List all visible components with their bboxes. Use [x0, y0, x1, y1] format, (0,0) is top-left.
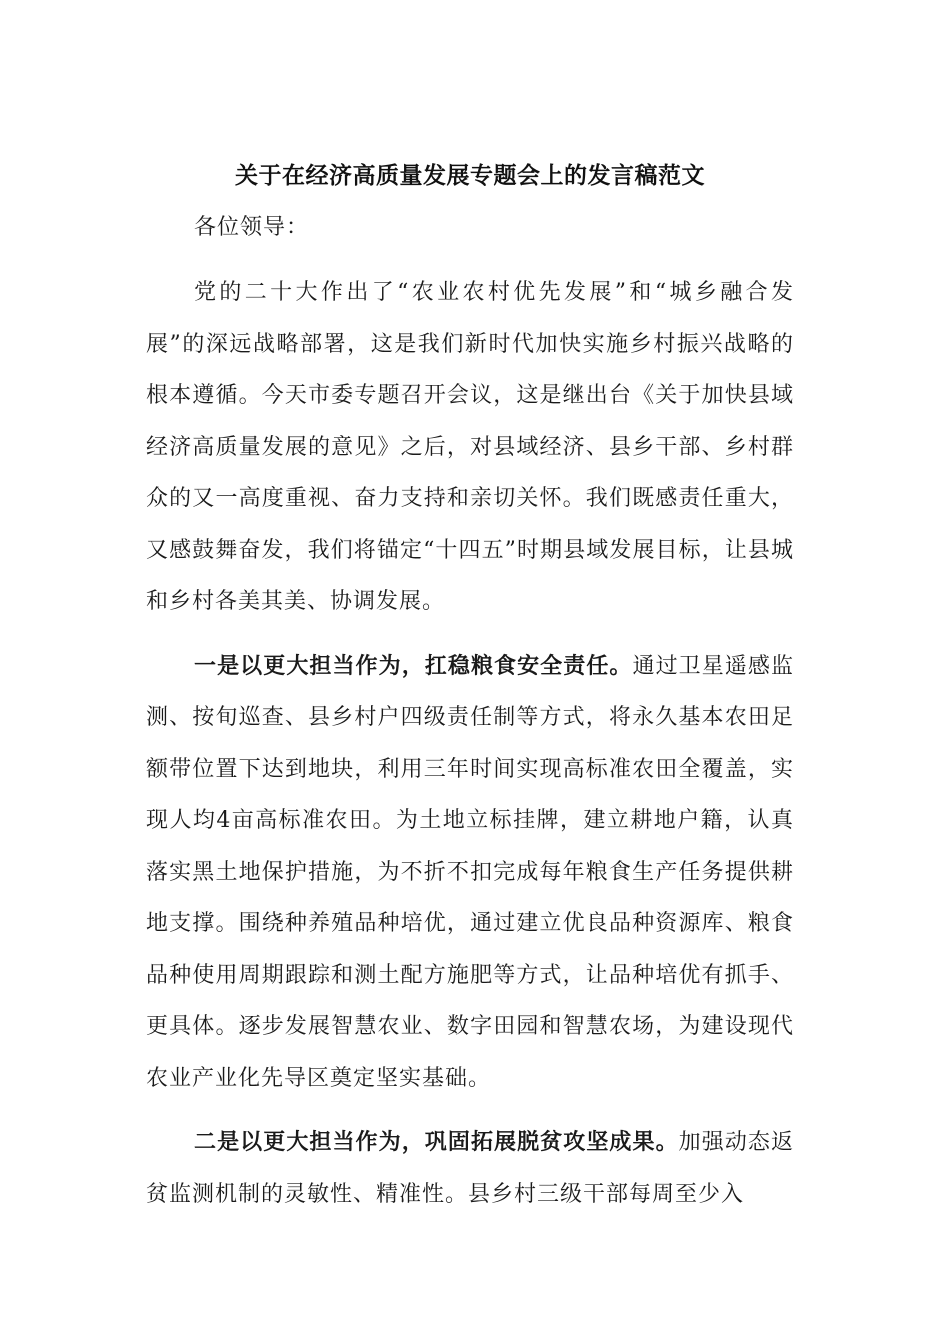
paragraph-food-security	[146, 641, 794, 1105]
paragraph-text: 党的二十大作出了“农业农村优先发展”和“城乡融合发展”的深远战略部署，这是我们新时代加快实施乡村振兴战略的根本遵循。今天市委专题召开会议，这是继出台《关于加快县域经济高质量发展的意见》之后，对县域经济、县乡干部、乡村群众的又一高度重视、奋力支持和亲切关怀。我们既感责任重大，又感鼓舞奋发，我们将锚定“十四五”时期县域发展目标，让县城和乡村各美其美、协调发展。	[146, 280, 794, 614]
paragraph-lead: 一是以更大担当作为，扛稳粮食安全责任。	[194, 653, 633, 679]
document-body	[146, 150, 794, 1220]
paragraph-text: 加强动态返贫监测机制的灵敏性、精准性。县乡村三级干部每周至少入	[146, 1130, 794, 1207]
salutation: 各位领导：	[194, 215, 310, 240]
paragraph-intro	[146, 267, 794, 628]
document-title: 关于在经济高质量发展专题会上的发言稿范文	[235, 163, 705, 189]
paragraph-lead: 二是以更大担当作为，巩固拓展脱贫攻坚成果。	[194, 1130, 679, 1155]
paragraph-poverty-alleviation	[146, 1117, 794, 1220]
paragraph-text: 通过卫星遥感监测、按旬巡查、县乡村户四级责任制等方式，将永久基本农田足额带位置下达到地块，利用三年时间实现高标准农田全覆盖，实现人均4亩高标准农田。为土地立标挂牌，建立耕地户籍，认真落实黑土地保护措施，为不折不扣完成每年粮食生产任务提供耕地支撑。围绕种养殖品种培优，通过建立优良品种资源库、粮食品种使用周期跟踪和测土配方施肥等方式，让品种培优有抓手、更具体。逐步发展智慧农业、数字田园和智慧农场，为建设现代农业产业化先导区奠定坚实基础。	[146, 653, 794, 1091]
